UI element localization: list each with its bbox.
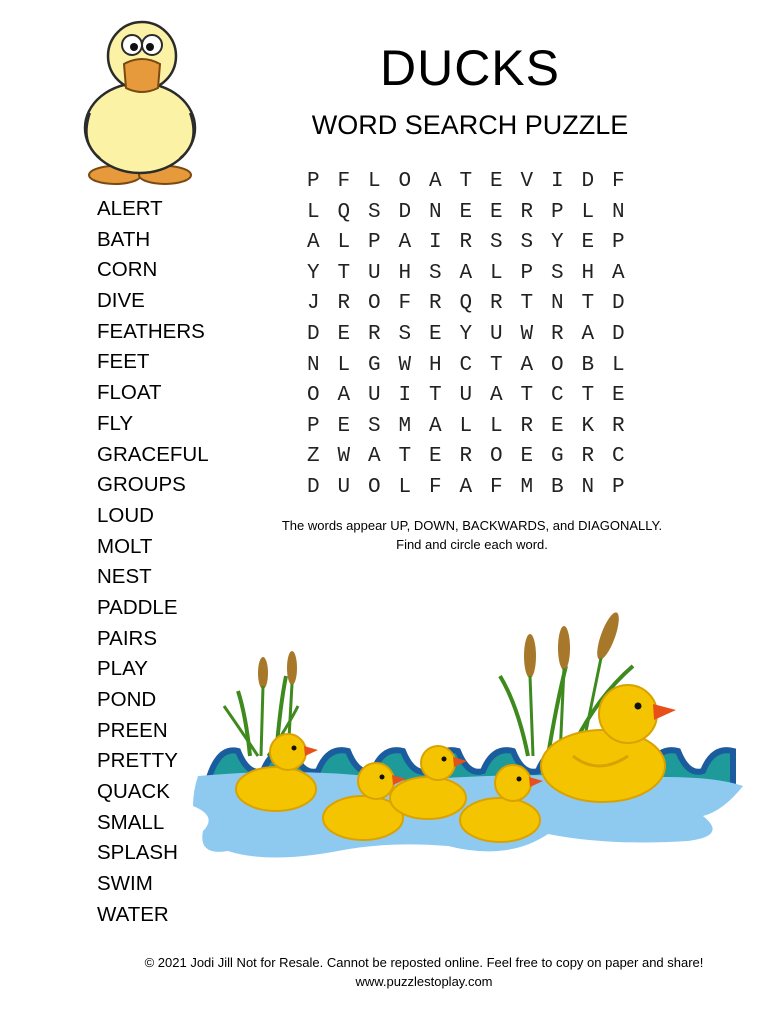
grid-row xyxy=(298,351,634,382)
grid-letter[interactable]: F xyxy=(428,475,442,499)
grid-letter[interactable]: T xyxy=(520,384,534,408)
word-list-item: GROUPS xyxy=(97,473,186,497)
grid-letter[interactable]: I xyxy=(428,231,442,255)
grid-letter[interactable]: E xyxy=(428,322,442,346)
grid-row xyxy=(298,198,634,229)
grid-letter[interactable]: N xyxy=(550,292,564,316)
grid-letter[interactable]: L xyxy=(398,475,412,499)
grid-letter[interactable]: Y xyxy=(550,231,564,255)
grid-letter[interactable]: O xyxy=(306,384,320,408)
grid-letter[interactable]: U xyxy=(489,322,503,346)
grid-letter[interactable]: H xyxy=(398,261,412,285)
cartoon-duck-illustration xyxy=(80,18,200,188)
grid-letter[interactable]: A xyxy=(459,261,473,285)
grid-letter[interactable]: E xyxy=(337,322,351,346)
grid-letter[interactable]: E xyxy=(489,200,503,224)
copyright-notice: © 2021 Jodi Jill Not for Resale. Cannot be reposted online. Feel free to copy on paper and share! xyxy=(144,955,704,970)
word-list-item: PADDLE xyxy=(97,595,178,619)
word-list-item: SWIM xyxy=(97,872,153,896)
grid-letter[interactable]: O xyxy=(489,445,503,469)
grid-letter[interactable]: L xyxy=(611,353,625,377)
word-list-item: GRACEFUL xyxy=(97,442,209,466)
grid-letter[interactable]: T xyxy=(581,292,595,316)
grid-letter[interactable]: P xyxy=(611,231,625,255)
grid-row xyxy=(298,381,634,412)
grid-letter[interactable]: Y xyxy=(459,322,473,346)
grid-letter[interactable]: W xyxy=(337,445,351,469)
duck-beak xyxy=(124,59,160,92)
grid-letter[interactable]: N xyxy=(306,353,320,377)
grid-letter[interactable]: M xyxy=(398,414,412,438)
pond-ducks-illustration xyxy=(188,606,748,866)
grid-letter[interactable]: T xyxy=(398,445,412,469)
grid-letter[interactable]: U xyxy=(367,384,381,408)
grid-letter[interactable]: D xyxy=(581,170,595,193)
word-list-item: NEST xyxy=(97,565,152,589)
grid-letter[interactable]: A xyxy=(367,445,381,469)
grid-letter[interactable]: R xyxy=(428,292,442,316)
grid-letter[interactable]: R xyxy=(489,292,503,316)
grid-letter[interactable]: H xyxy=(581,261,595,285)
grid-letter[interactable]: E xyxy=(611,384,625,408)
word-list-item: BATH xyxy=(97,227,151,251)
grid-letter[interactable]: E xyxy=(520,445,534,469)
word-list-item: MOLT xyxy=(97,534,153,558)
grid-letter[interactable]: R xyxy=(337,292,351,316)
word-list-item: LOUD xyxy=(97,503,154,527)
grid-letter[interactable]: O xyxy=(367,475,381,499)
grid-row xyxy=(298,259,634,290)
grid-letter[interactable]: P xyxy=(306,170,320,193)
grid-letter[interactable]: R xyxy=(520,414,534,438)
grid-letter[interactable]: P xyxy=(367,231,381,255)
word-list-item: SPLASH xyxy=(97,841,178,865)
grid-letter[interactable]: R xyxy=(459,231,473,255)
grid-letter[interactable]: A xyxy=(459,475,473,499)
grid-letter[interactable]: V xyxy=(520,170,534,193)
grid-letter[interactable]: D xyxy=(306,322,320,346)
grid-letter[interactable]: D xyxy=(306,475,320,499)
grid-letter[interactable]: L xyxy=(581,200,595,224)
word-list-item: FLY xyxy=(97,411,134,435)
grid-letter[interactable]: D xyxy=(611,292,625,316)
duck-pupil-left xyxy=(130,43,138,51)
grid-letter[interactable]: A xyxy=(581,322,595,346)
word-list-item: PREEN xyxy=(97,718,168,742)
grid-letter[interactable]: S xyxy=(367,414,381,438)
grid-letter[interactable]: O xyxy=(367,292,381,316)
page-subtitle: WORD SEARCH PUZZLE xyxy=(311,110,629,140)
grid-letter[interactable]: S xyxy=(489,231,503,255)
grid-letter[interactable]: E xyxy=(489,170,503,193)
grid-letter[interactable]: T xyxy=(428,384,442,408)
grid-letter[interactable]: R xyxy=(459,445,473,469)
grid-letter[interactable]: Q xyxy=(337,200,351,224)
grid-row xyxy=(298,442,634,473)
grid-row xyxy=(298,412,634,443)
grid-letter[interactable]: A xyxy=(428,414,442,438)
grid-letter[interactable]: E xyxy=(581,231,595,255)
grid-letter[interactable]: F xyxy=(337,170,351,193)
grid-letter[interactable]: L xyxy=(306,200,320,224)
grid-letter[interactable]: A xyxy=(337,384,351,408)
grid-letter[interactable]: G xyxy=(550,445,564,469)
instructions-line-2: Find and circle each word. xyxy=(396,537,548,552)
grid-letter[interactable]: E xyxy=(550,414,564,438)
word-list-item: PAIRS xyxy=(97,626,157,650)
grid-letter[interactable]: E xyxy=(337,414,351,438)
grid-letter[interactable]: A xyxy=(489,384,503,408)
footer xyxy=(100,953,748,991)
grid-letter[interactable]: F xyxy=(611,170,625,193)
grid-letter[interactable]: Z xyxy=(306,445,320,469)
grid-letter[interactable]: A xyxy=(520,353,534,377)
grid-letter[interactable]: R xyxy=(550,322,564,346)
grid-letter[interactable]: W xyxy=(520,322,534,346)
grid-letter[interactable]: E xyxy=(428,445,442,469)
page-title: DUCKS xyxy=(379,40,561,96)
grid-letter[interactable]: D xyxy=(611,322,625,346)
word-list-item: FEATHERS xyxy=(97,319,205,343)
grid-letter[interactable]: L xyxy=(367,170,381,193)
grid-letter[interactable]: F xyxy=(398,292,412,316)
grid-row xyxy=(298,167,634,198)
grid-letter[interactable]: L xyxy=(489,261,503,285)
grid-letter[interactable]: A xyxy=(398,231,412,255)
grid-letter[interactable]: O xyxy=(398,170,412,193)
grid-row xyxy=(298,473,634,504)
grid-letter[interactable]: U xyxy=(337,475,351,499)
grid-letter[interactable]: L xyxy=(337,231,351,255)
grid-letter[interactable]: T xyxy=(459,170,473,193)
grid-letter[interactable]: E xyxy=(459,200,473,224)
grid-letter[interactable]: N xyxy=(581,475,595,499)
grid-letter[interactable]: C xyxy=(550,384,564,408)
word-list-item: FLOAT xyxy=(97,381,162,405)
grid-letter[interactable]: T xyxy=(489,353,503,377)
word-list-item: PRETTY xyxy=(97,749,178,773)
grid-row xyxy=(298,289,634,320)
duck-pupil-right xyxy=(146,43,154,51)
grid-letter[interactable]: C xyxy=(459,353,473,377)
duck-body xyxy=(85,83,195,173)
grid-letter[interactable]: B xyxy=(581,353,595,377)
grid-letter[interactable]: P xyxy=(520,261,534,285)
grid-letter[interactable]: S xyxy=(428,261,442,285)
grid-letter[interactable]: B xyxy=(550,475,564,499)
word-list-item: FEET xyxy=(97,350,150,374)
grid-letter[interactable]: I xyxy=(550,170,564,193)
word-list-item: CORN xyxy=(97,258,158,282)
letter-grid xyxy=(298,167,634,504)
grid-letter[interactable]: R xyxy=(611,414,625,438)
grid-letter[interactable]: T xyxy=(520,292,534,316)
word-list-item: PLAY xyxy=(97,657,148,681)
grid-letter[interactable]: L xyxy=(489,414,503,438)
grid-letter[interactable]: A xyxy=(306,231,320,255)
grid-letter[interactable]: P xyxy=(611,475,625,499)
word-list-item: QUACK xyxy=(97,780,170,804)
website-url[interactable]: www.puzzlestoplay.com xyxy=(355,974,493,989)
grid-letter[interactable]: T xyxy=(337,261,351,285)
grid-letter[interactable]: F xyxy=(489,475,503,499)
grid-row xyxy=(298,320,634,351)
word-list-item: SMALL xyxy=(97,810,165,834)
grid-letter[interactable]: U xyxy=(367,261,381,285)
grid-letter[interactable]: H xyxy=(428,353,442,377)
grid-letter[interactable]: S xyxy=(398,322,412,346)
grid-letter[interactable]: C xyxy=(611,445,625,469)
instructions xyxy=(250,516,694,554)
grid-letter[interactable]: J xyxy=(306,292,320,316)
grid-letter[interactable]: A xyxy=(611,261,625,285)
word-list-item: WATER xyxy=(97,902,169,926)
instructions-line-1: The words appear UP, DOWN, BACKWARDS, and DIAGONALLY. xyxy=(281,518,663,533)
grid-letter[interactable]: L xyxy=(337,353,351,377)
grid-letter[interactable]: D xyxy=(398,200,412,224)
grid-letter[interactable]: O xyxy=(550,353,564,377)
grid-letter[interactable]: W xyxy=(398,353,412,377)
grid-letter[interactable]: T xyxy=(581,384,595,408)
grid-letter[interactable]: Q xyxy=(459,292,473,316)
grid-letter[interactable]: R xyxy=(520,200,534,224)
grid-letter[interactable]: K xyxy=(581,414,595,438)
grid-letter[interactable]: M xyxy=(520,475,534,499)
grid-letter[interactable]: S xyxy=(520,231,534,255)
grid-letter[interactable]: Y xyxy=(306,261,320,285)
grid-letter[interactable]: R xyxy=(581,445,595,469)
word-list-item: POND xyxy=(97,688,157,711)
grid-letter[interactable]: A xyxy=(428,170,442,193)
grid-letter[interactable]: G xyxy=(367,353,381,377)
grid-letter[interactable]: L xyxy=(459,414,473,438)
grid-letter[interactable]: I xyxy=(398,384,412,408)
grid-letter[interactable]: N xyxy=(428,200,442,224)
grid-letter[interactable]: P xyxy=(306,414,320,438)
grid-letter[interactable]: S xyxy=(550,261,564,285)
grid-letter[interactable]: P xyxy=(550,200,564,224)
grid-row xyxy=(298,228,634,259)
grid-letter[interactable]: R xyxy=(367,322,381,346)
grid-letter[interactable]: S xyxy=(367,200,381,224)
grid-letter[interactable]: U xyxy=(459,384,473,408)
word-list-item: ALERT xyxy=(97,197,163,220)
grid-letter[interactable]: N xyxy=(611,200,625,224)
word-list-item: DIVE xyxy=(97,289,145,313)
